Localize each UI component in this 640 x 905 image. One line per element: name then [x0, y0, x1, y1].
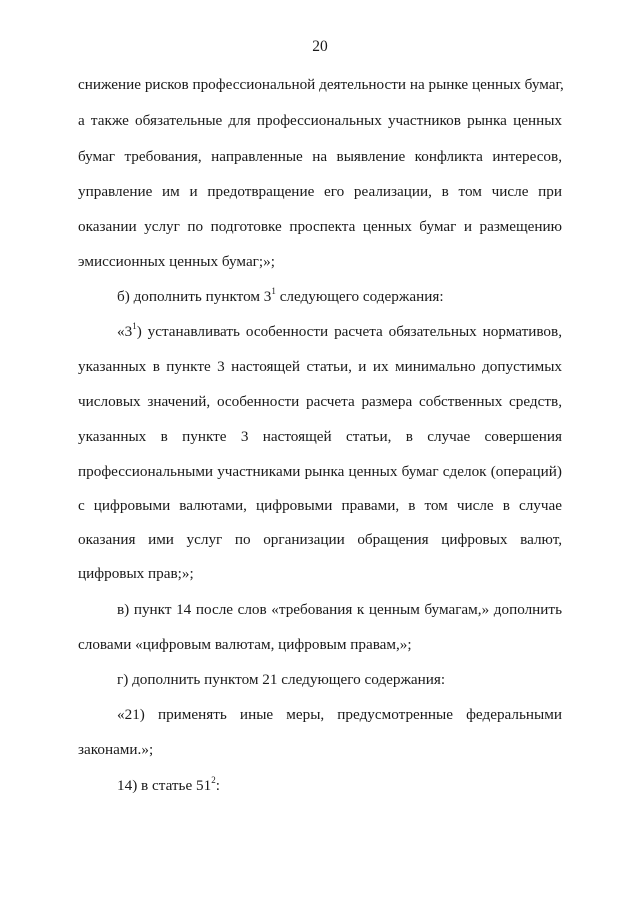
- clause-3-1-line: [117, 322, 562, 342]
- superscript: 2: [211, 774, 216, 785]
- clause-v-line: в) пункт 14 после слов «требования к ценным бумагам,» дополнить: [117, 601, 562, 618]
- text-line: оказания ими услуг по организации обращения цифровых валют,: [78, 531, 562, 548]
- clause-b-line: [117, 287, 562, 307]
- clause-b-text-end: следующего содержания:: [275, 288, 444, 305]
- text-line: числовых значений, особенности расчета размера собственных средств,: [78, 393, 562, 410]
- superscript: 1: [271, 285, 276, 296]
- text-line: указанных в пункте 3 настоящей статьи, и их минимально допустимых: [78, 358, 562, 375]
- clause-g-line: г) дополнить пунктом 21 следующего содержания:: [117, 671, 446, 688]
- page-number: 20: [312, 38, 328, 55]
- text-line: оказании услуг по подготовке проспекта ценных бумаг и размещению: [78, 218, 562, 235]
- item-14-colon: :: [215, 777, 220, 794]
- text-line: снижение рисков профессиональной деятельности на рынке ценных бумаг,: [78, 76, 564, 93]
- item-14-line: [117, 776, 562, 796]
- text-line: цифровых прав;»;: [78, 565, 194, 582]
- clause-21-line: «21) применять иные меры, предусмотренные федеральными: [117, 706, 562, 723]
- text-line: словами «цифровым валютам, цифровым правам,»;: [78, 636, 412, 653]
- text-line: управление им и предотвращение его реализации, в том числе при: [78, 183, 562, 200]
- superscript: 1: [132, 320, 137, 331]
- text-line: с цифровыми валютами, цифровыми правами, в том числе в случае: [78, 497, 562, 514]
- text-line: законами.»;: [78, 741, 154, 758]
- text-line: бумаг требования, направленные на выявление конфликта интересов,: [78, 148, 562, 165]
- clause-b-text: б) дополнить пунктом 3: [117, 288, 272, 305]
- text-line: а также обязательные для профессиональных участников рынка ценных: [78, 112, 562, 129]
- text-line: профессиональными участниками рынка ценных бумаг сделок (операций): [78, 463, 562, 480]
- text-line: указанных в пункте 3 настоящей статьи, в случае совершения: [78, 428, 562, 445]
- item-14-text: 14) в статье 51: [117, 777, 212, 794]
- text-line: эмиссионных ценных бумаг;»;: [78, 253, 275, 270]
- clause-3-1-text: ) устанавливать особенности расчета обязательных нормативов,: [136, 323, 562, 340]
- clause-3-1-open: «3: [117, 323, 133, 340]
